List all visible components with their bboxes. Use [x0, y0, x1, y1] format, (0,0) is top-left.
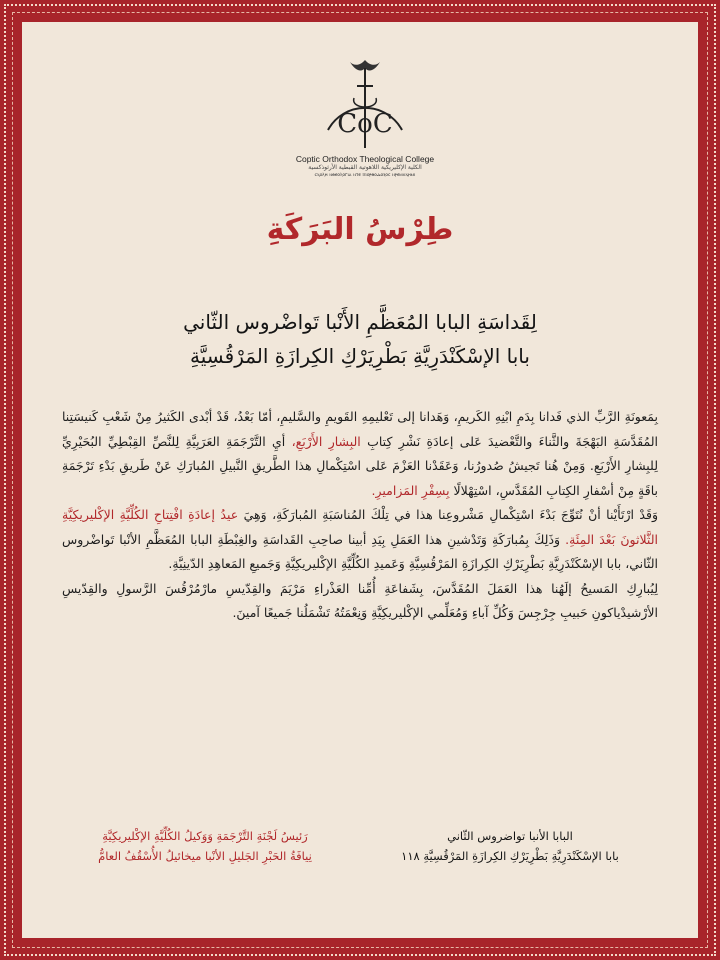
address-line-1: لِقَداسَةِ البابا المُعَظَّمِ الأَنْبا تَواضْروس الثّاني — [183, 310, 537, 334]
logo-monogram: CoC — [337, 109, 393, 139]
signature-bishop-role: رَئيسُ لَجْنَةِ التَّرْجَمَةِ وَوَكيلُ الكُلِّيَّةِ الإكْليريكِيَّةِ — [102, 829, 308, 843]
college-name-arabic: الكلية الإكليريكية اللاهوتية القبطية الأرثوذكسية — [308, 164, 422, 171]
college-name-coptic: ⲥⲭⲟⲗⲏ ⲛⲑⲉⲟⲗⲟⲅⲓⲁ ⲛⲧⲉ ⲡⲓⲟⲣⲑⲟⲇⲟⲝⲟⲥ ⲛⲣⲉⲙⲛⲭⲏⲙⲓ — [314, 172, 416, 178]
address-line-2: بابا الإسْكَنْدَرِيَّةِ بَطْرِيَرْكِ الكِرازَةِ المَرْقُسِيَّةِ — [190, 344, 530, 368]
signature-pope — [360, 826, 660, 866]
page-title: طِرْسُ البَرَكَةِ — [266, 212, 454, 247]
signature-bishop — [55, 826, 355, 866]
paragraph-1 — [62, 405, 658, 503]
signature-pope-name: البابا الأنبا تواضروس الثّاني — [447, 829, 573, 843]
signature-pope-title: بابا الإسْكَنْدَرِيَّةِ بَطْرِيَرْكِ الكِرازَةِ المَرْقُسِيَّةِ ١١٨ — [401, 849, 619, 863]
paragraph-1-highlight-gospels: البِشارِ الأَرْبَعِ، — [291, 433, 361, 449]
paragraph-2-highlight-anniversary: عيدُ إعادَةِ افْتِتاحِ الكُلِّيَّةِ الإكْليريكِيَّةِ الثَّلاثونَ بَعْدَ المِئَةِ. — [62, 507, 658, 547]
paragraph-2-text-b: وَذَلِكَ بِمُبارَكَةِ وَتَدْشينِ هذا العَمَلِ بِيَدِ أبينا صاحِبِ القَداسَةِ والغِبْطَةِ البابا المُعَظَّمِ الأنْبا تَواضْروس الثّاني، بابا الإسْكَنْدَرِيَّةِ بَطْرِيَرْكِ الكِرازَةِ المَرْقُسِيَّةِ وَعَميدِ الكُلِّيَّةِ الإكْليريكِيَّةِ وَجَميعِ المَعاهِدِ الدّينِيَّةِ. — [62, 531, 658, 571]
college-name-english: Coptic Orthodox Theological College — [295, 154, 435, 164]
paragraph-1-highlight-psalms: بِسِفْرِ المَزاميرِ. — [371, 482, 450, 498]
paragraph-2-text-a: وَقَدْ ارْتَأَيْنا أنْ نُتَوِّجَ بَدْءَ اسْتِكْمالِ مَشْروعِنا هذا في تِلْكَ المُناسَبَةِ المُبارَكَةِ، وَهِيَ — [243, 507, 658, 522]
paragraph-2 — [62, 503, 658, 577]
paragraph-1-text-a: بِمَعونَةِ الرَّبِّ الذي فَدانا بِدَمِ ابْنِهِ الكَريمِ، وَهَدانا إلى تَعْليمِهِ القَويمِ والسَّليمِ، أمّا بَعْدُ، قَدْ أبْدى الكَثيرُ مِنْ شَعْبِ كَنيسَتِنا المُقَدَّسَةِ البَهْجَةَ والثَّناءَ والتَّعْضيدَ عَلى إعادَةِ نَشْرِ كِتابِ — [62, 409, 658, 449]
paragraph-3: لِيُبارِكِ المَسيحُ إلَهُنا هذا العَمَلَ المُقَدَّسَ، بِشَفاعَةِ أُمِّنا العَذْراءِ مَرْيَمَ والقِدّيسِ مارْمُرْقُسَ الرَّسولِ والقِدّيسِ الأرْشيدْياكونِ حَبيبِ جِرْجِسَ وَكُلِّ آباءِ وَمُعَلِّمي الإكْليريكِيَّةِ وَنِعْمَتُهُ تَشْمَلُنا جَميعًا آمينَ. — [62, 580, 658, 620]
college-logo — [290, 52, 440, 179]
signature-bishop-name: نِيافَةُ الحَبْرِ الجَليلِ الأنْبا ميخائيلُ الأُسْقُفُ العامُّ — [98, 849, 312, 863]
paragraph-1-text-b: أيِ التَّرْجَمَةِ العَرَبِيَّةِ لِلنَّصِّ القِبْطِيِّ البُحَيْرِيِّ لِلبِشارِ الأَرْبَعِ. وَمِنْ هُنا تَجيشُ صُدورُنا، وَعَقَدْنا العَزْمَ عَلى اسْتِكْمالِ هذا الطَّريقِ النَّبيلِ المُبارَكِ عَنْ طَريقِ بَدْءِ تَرْجَمَةِ باقَةٍ مِنْ أسْفارِ الكِتابِ المُقَدَّسِ، اسْتِهْلالًا — [62, 433, 658, 498]
letter-body — [62, 405, 658, 626]
college-emblem-icon — [310, 52, 420, 152]
